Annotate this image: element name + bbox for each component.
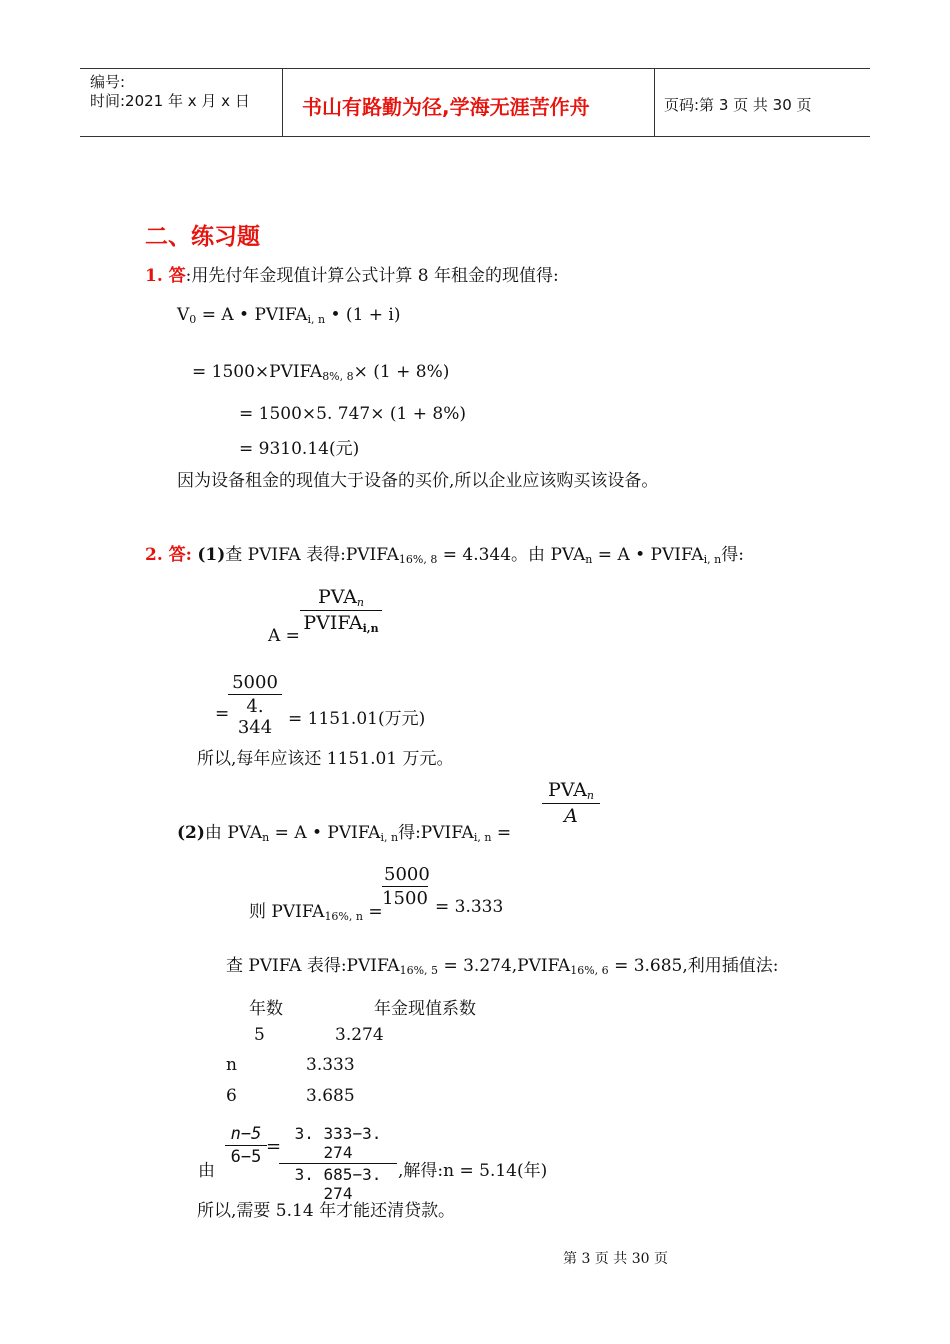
- then-a: 则 PVIFA: [249, 902, 325, 922]
- interp-prefix: 由: [198, 1161, 215, 1181]
- frac1-denominator: [300, 611, 382, 635]
- header-top-rule: [80, 68, 870, 69]
- frac1-den-sub: i,n: [362, 622, 379, 635]
- frac1-lhs: A =: [268, 626, 300, 646]
- q2-line: 2. 答: (1)查 PVIFA 表得$:PVIFA_{16\%, 8} = 4.344$。由 $PVA_n = A$ • $PVIFA_{i, n}$得:: [145, 545, 744, 566]
- header-divider-right: [654, 68, 655, 136]
- frac2-denominator: 4. 344: [237, 696, 273, 738]
- q1-formula-sub: i, n: [307, 313, 326, 326]
- interp-eq: =: [266, 1136, 282, 1157]
- frac4-numerator: 5000: [384, 864, 430, 885]
- frac4-denominator: 1500: [382, 888, 428, 909]
- q2-part2-sub3: i, n: [473, 831, 492, 844]
- q1-formula-tail: • (1 + i): [330, 305, 401, 325]
- interp-left-den: 6−5: [230, 1147, 262, 1167]
- lookup-sub2: 16%, 6: [570, 964, 609, 977]
- lookup-line: [226, 951, 779, 977]
- frac3: [542, 779, 600, 827]
- frac1-num-text: PVA: [317, 586, 357, 608]
- lookup-b: = 3.274,PVIFA: [443, 956, 571, 976]
- q2-part2-c: 得:PVIFA: [398, 823, 474, 843]
- header-time-label: 时间:2021 年 x 月 x 日: [90, 92, 250, 110]
- q2-answer2: 所以,需要 5.14 年才能还清贷款。: [197, 1201, 456, 1221]
- q2-part2-sub2: i, n: [380, 831, 399, 844]
- then-sub: 16%, n: [324, 910, 363, 923]
- header-motto: 书山有路勤为径,学海无涯苦作舟: [302, 95, 590, 119]
- q2-part1-sub1: 16%, 8: [398, 553, 438, 566]
- q1-conclusion: 因为设备租金的现值大于设备的买价,所以企业应该购买该设备。: [177, 471, 659, 491]
- frac3-num-sub: n: [586, 789, 595, 802]
- interp-right-frac: [279, 1124, 397, 1203]
- table-row-2-factor: 3.333: [306, 1055, 355, 1075]
- q2-part1-d: 得:: [721, 545, 744, 565]
- lookup-c: = 3.685,利用插值法:: [614, 956, 779, 976]
- q1-line3: = 1500×5. 747× (1 + 8%): [239, 404, 466, 424]
- q2-part1-sub3: i, n: [703, 553, 722, 566]
- q2-part2-a: 由 PVA: [204, 823, 263, 843]
- table-row-1-year: 5: [254, 1025, 265, 1045]
- q2-answer1: 所以,每年应该还 1151.01 万元。: [197, 749, 454, 769]
- q2-part1-b: = 4.344。由 PVA: [442, 545, 586, 565]
- q2-label: 2. 答: [145, 545, 186, 565]
- table-header-years: 年数: [249, 999, 283, 1019]
- then-b: =: [368, 902, 383, 922]
- q2-part2-sub1: n: [262, 831, 270, 844]
- frac1-numerator: [300, 586, 382, 611]
- q2-part2-line: [177, 818, 511, 844]
- lookup-a: 查 PVIFA 表得:PVIFA: [226, 956, 400, 976]
- table-row-3-year: 6: [226, 1086, 237, 1106]
- q2-part1-c: = A • PVIFA: [597, 545, 704, 565]
- table-header-factor: 年金现值系数: [374, 999, 476, 1019]
- q1-formula-main: = A • PVIFA: [201, 305, 308, 325]
- q1-formula: $V_0 = A$ • $PVIFA_{i, n}$ • (1 + i): [177, 305, 401, 326]
- interp-result: ,解得:n = 5.14(年): [398, 1161, 548, 1181]
- frac3-numerator: [542, 779, 600, 804]
- header-page-info: 页码:第 3 页 共 30 页: [664, 96, 812, 114]
- table-row-2-year: n: [226, 1055, 237, 1075]
- q1-intro: :用先付年金现值计算公式计算 8 年租金的现值得:: [185, 266, 559, 286]
- frac3-denominator: A: [564, 805, 578, 827]
- q2-part1-sub2: n: [585, 553, 593, 566]
- frac2-numerator: 5000: [228, 672, 282, 695]
- then-line: [249, 897, 383, 923]
- q1-line: [145, 261, 559, 286]
- frac2: [228, 672, 282, 738]
- q1-line2: [192, 362, 449, 383]
- header-divider-left: [282, 68, 283, 136]
- interp-right-den: 3. 685−3. 274: [294, 1165, 382, 1203]
- q2-part1-a: 查 PVIFA 表得:PVIFA: [225, 545, 399, 565]
- table-row-1-factor: 3.274: [335, 1025, 384, 1045]
- frac1-den-text: PVIFA: [303, 612, 363, 634]
- q1-label: 1. 答: [145, 266, 186, 286]
- q2-part2-d: =: [496, 823, 512, 843]
- q1-line2-sub: 8%, 8: [322, 370, 354, 383]
- frac1: [300, 586, 382, 635]
- interp-right-num: 3. 333−3. 274: [279, 1124, 397, 1164]
- header-bottom-rule: [80, 136, 870, 137]
- then-result: = 3.333: [435, 897, 504, 917]
- section-title: 二、练习题: [145, 224, 260, 250]
- q1-line2-a: = 1500×PVIFA: [192, 362, 323, 382]
- frac4: [382, 864, 428, 909]
- frac2-result: = 1151.01(万元): [288, 709, 426, 729]
- q1-line2-b: × (1 + 8%): [353, 362, 450, 382]
- frac1-num-sub: n: [356, 596, 365, 609]
- lookup-sub1: 16%, 5: [399, 964, 439, 977]
- interp-left-num: n−5: [225, 1124, 267, 1146]
- frac3-num-text: PVA: [547, 779, 587, 801]
- interp-left-frac: [225, 1124, 267, 1167]
- header-number-label: 编号:: [90, 73, 126, 91]
- q1-line4: = 9310.14(元): [239, 439, 360, 459]
- frac2-eq: =: [215, 704, 230, 724]
- q2-part1-label: (1): [197, 545, 226, 565]
- q2-part2-label: (2): [177, 823, 205, 843]
- q2-part2-b: = A • PVIFA: [274, 823, 381, 843]
- table-row-3-factor: 3.685: [306, 1086, 355, 1106]
- page-footer: 第 3 页 共 30 页: [563, 1251, 668, 1267]
- v0-subscript: 0: [189, 313, 197, 326]
